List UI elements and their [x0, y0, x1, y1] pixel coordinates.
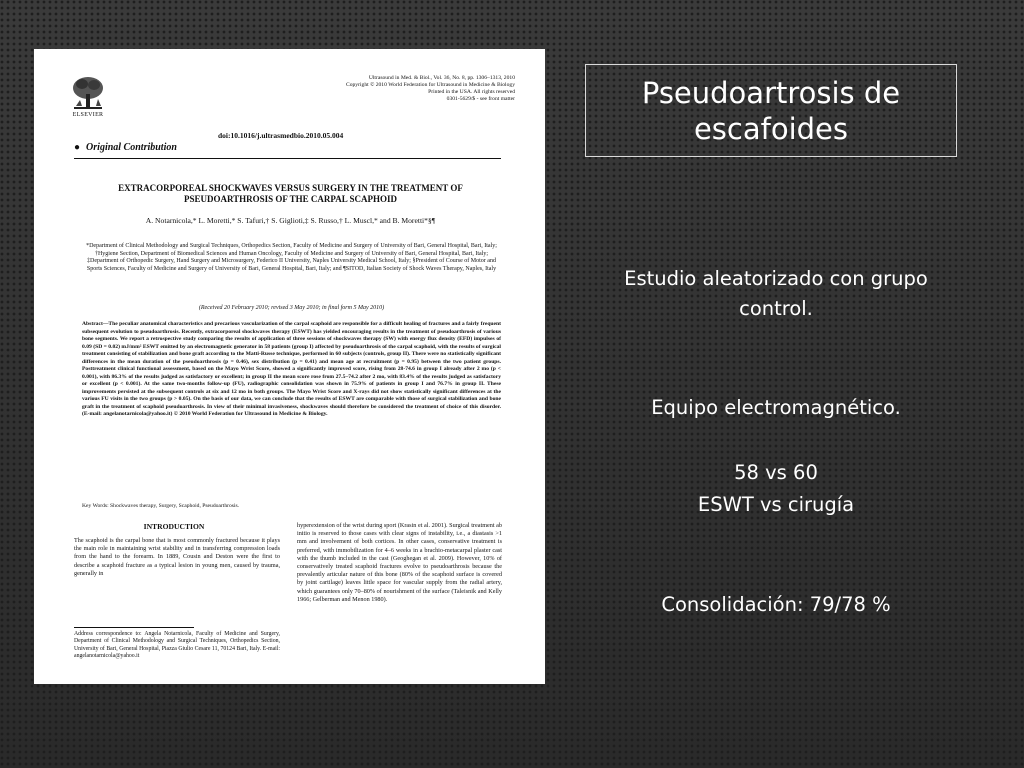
bullet-icon: ●	[74, 142, 81, 153]
article-abstract: Abstract—The peculiar anatomical characteristics and precarious vascularization of the carpal scaphoid are responsible for a difficult healing of fractures and a fairly frequent subsequent evolution to pseudoarthrosis. Recently, extracorporeal shockwaves therapy (ESWT) has yielded encouraging results in the treatment of pseudoarthrosis of various bone segments. We report a retrospective study comparing the results of application of three sessions of shockwaves therapy (SW) with energy flux density (EFD) impulses of 0.09 (SD = 0.02) mJ/mm² ESWT emitted by an electromagnetic generator in 58 patients (group I) affected by pseudoarthrosis of the carpal scaphoid, with the results of surgical treatment consisting of stabilization and bone graft according to the Matti-Russe technique, performed in 60 subjects (controls, group II). There were no statistically significant differences in the mean duration of the pseudoarthrosis (p = 0.46), sex distribution (p = 0.41) and mean age at recruitment (p = 0.95) between the two patient groups. Posttreatment clinical functional assessment, based on the Mayo Wrist Score, showed a significantly improved score, rising from 28-74.6 in group I already after 2 mo (p < 0.001), with 86.3% of the results judged as satisfactory or excellent; in group II the mean score rose from 27.5–74.2 after 2 mo, with 83.4% of the results judged as satisfactory or excellent (p < 0.001). At the same two-months follow-up (FU), radiographic consolidation was shown in 75.9% of patients in group I and 76.7% in group II. These improvements persisted at the subsequent controls at six and 12 mo in both groups. The Mayo Wrist Score and X-rays did not show statistically significant differences at the various FU visits in the two groups (p > 0.05). On the basis of our data, we can conclude that the results of ESWT are comparable with those of surgical stabilization and bone graft in the treatment of scaphoid pseudoarthrosis. In view of their minimal invasiveness, shockwaves should therefore be considered the treatment of choice of this disorder. (E-mail: angelanotarnicola@yahoo.it) © 2010 World Federation for Ultrasound in Medicine & Biology.	[82, 321, 501, 417]
doi: doi:10.1016/j.ultrasmedbio.2010.05.004	[218, 131, 344, 140]
tree-icon	[70, 74, 106, 112]
introduction-left-column: The scaphoid is the carpal bone that is most commonly fractured because it plays the main role in maintaining wrist stability and in transferring compression loads from the hand to the forearm. In 1889, Cousin and Deston were the first to describe a scaphoid fracture as a typical lesion in young men, caused by trauma, generally in	[74, 537, 280, 577]
article-page-image	[34, 49, 545, 684]
article-title: EXTRACORPOREAL SHOCKWAVES VERSUS SURGERY IN THE TREATMENT OF PSEUDOARTHROSIS OF THE CARPAL SCAPHOID	[118, 183, 463, 204]
article-keywords: Key Words: Shockwaves therapy, Surgery, Scaphoid, Pseudoarthrosis.	[82, 503, 240, 509]
point-sample-sizes: 58 vs 60	[734, 461, 818, 484]
elsevier-logo	[70, 74, 106, 122]
point-consolidation: Consolidación: 79/78 %	[661, 593, 891, 616]
introduction-heading: INTRODUCTION	[143, 522, 205, 531]
correspondence-footnote: Address correspondence to: Angela Notarnicola, Faculty of Medicine and Surgery, Department of Clinical Methodology and Surgical Techniques, Orthopedics Section, University of Bari, General Hospital, Piazza Giulio Cesare 11, 70124 Bari, Italy. E-mail: angelanotarnicola@yahoo.it	[74, 631, 280, 660]
point-comparison: ESWT vs cirugía	[697, 493, 855, 516]
section-heading: ● Original Contribution	[74, 142, 177, 153]
received-dates: (Received 20 February 2010; revised 3 May 2010; in final form 5 May 2010)	[198, 305, 385, 311]
introduction-right-column: hyperextension of the wrist during sport (Krasin et al. 2001). Surgical treatment ab initio is reserved to those cases with clear signs of instability, i.e., a diastasis >1 mm and involvement of both cortices. In other cases, conservative treatment is preferred, with immobilization for 4–6 weeks in a brachio-metacarpal plaster cast with the thumb included in the cast (Geoghegan et al. 2009). However, 10% of conservatively treated scaphoid fractures evolve to pseudoarthrosis because the prevalently articular nature of this bone (80% of the scaphoid surface is covered by joint cartilage) leaves little space for vascular supply from the radial artery, which guarantees only 70–80% of nourishment of the surface (Taleisnik and Kelly 1966; Gelberman and Menon 1980).	[297, 522, 502, 603]
divider	[74, 158, 501, 159]
article-authors: A. Notarnicola,* L. Moretti,* S. Tafuri,† S. Giglioti,‡ S. Russo,† L. Muscl,* and B. Moretti*§¶	[145, 216, 436, 225]
slide-title: Pseudoartrosis de escafoides	[585, 64, 957, 157]
point-equipment: Equipo electromagnético.	[651, 396, 901, 419]
publisher-name: ELSEVIER	[72, 112, 104, 118]
point-study-design: Estudio aleatorizado con grupo control.	[624, 267, 928, 320]
footnote-divider	[74, 627, 194, 628]
article-affiliations: *Department of Clinical Methodology and Surgical Techniques, Orthopedics Section, Faculty of Medicine and Surgery of University of Bari, General Hospital, Bari, Italy; †Hygiene Section, Department of Biomedical Sciences and Human Oncology, Faculty of Medicine and Surgery of University of Bari, General Hospital, Bari, Italy; ‡Department of Orthopedic Surgery, Hand Surgery and Microsurgery, Federico II University, Naples University Medical School, Italy; §President of Course of Motor and Sports Sciences, Faculty of Medicine and Surgery of University of Bari, General Hospital, Bari, Italy; and ¶SITOD, Italian Society of Shock Waves Therapy, Naples, Italy	[86, 243, 497, 272]
journal-info: Ultrasound in Med. & Biol., Vol. 36, No. 8, pp. 1306–1313, 2010 Copyright © 2010 World Federation for Ultrasound in Medicine & Biology Printed in the USA. All rights reserved 0301-5629/$ - see front matter	[345, 75, 515, 102]
